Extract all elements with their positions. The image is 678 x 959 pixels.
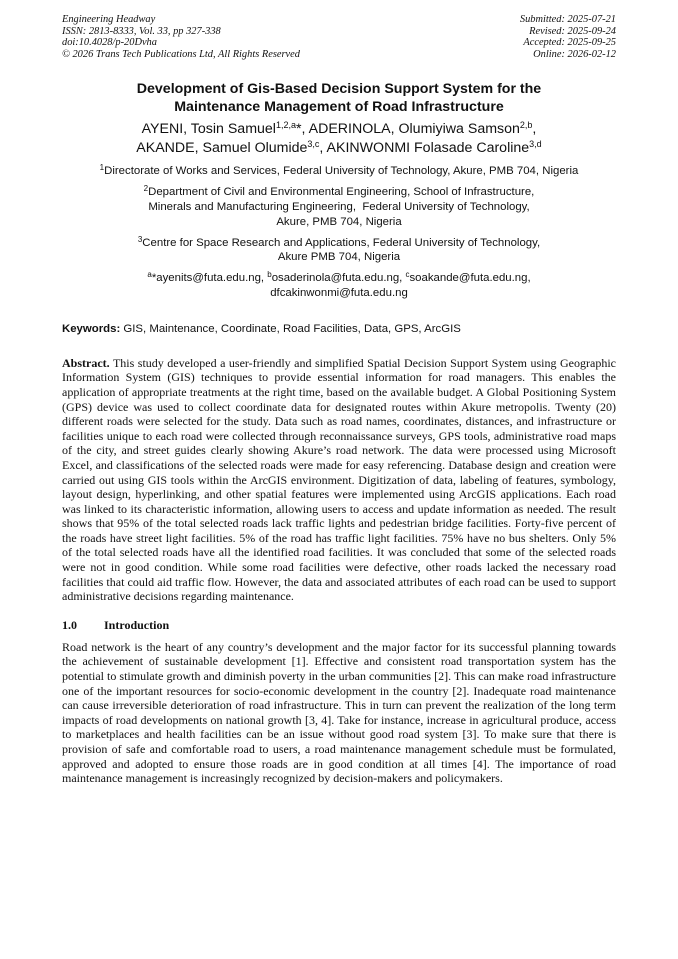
title-line-1: Development of Gis-Based Decision Support System for the [136,81,542,98]
author-list [62,120,616,158]
submitted-date: Submitted: 2025-07-21 [519,14,616,25]
section-title: Introduction [104,617,170,632]
author-affiliation-marker: 3,c [307,139,320,150]
email-marker: b [267,270,272,280]
author-affiliation-marker: 3,d [529,139,542,150]
email-marker: a [147,270,152,280]
affiliation-text: Minerals and Manufacturing Engineering, Federal University of Technology, [148,200,530,213]
corresponding-author-mark: *, [295,121,309,138]
affiliation-text: Akure, PMB 704, Nigeria [276,215,402,228]
author-name: AKINWONMI Folasade Caroline [326,140,530,157]
abstract-label: Abstract. [62,355,110,370]
publication-dates [520,14,616,60]
journal-name: Engineering Headway [62,14,156,25]
keywords-label: Keywords: [62,322,121,335]
email-marker: c [405,270,410,280]
revised-date: Revised: 2025-09-24 [529,25,616,37]
author-name: ADERINOLA, Olumiyiwa Samson [308,121,520,138]
affiliation-text: Department of Civil and Environmental Engineering, School of Infrastructure, [148,186,535,199]
keywords-text: GIS, Maintenance, Coordinate, Road Facilities, Data, GPS, ArcGIS [120,322,461,335]
affiliation-text: Akure PMB 704, Nigeria [277,251,401,264]
author-line-2 [62,139,616,158]
author-affiliation-marker: 1,2,a [275,120,296,131]
paper-page [62,14,616,786]
affiliation-marker: 3 [137,234,143,244]
affiliation-3 [62,236,616,266]
introduction-paragraph: Road network is the heart of any country’s development and the major factor for its successful planning towards the achievement of sustainable development [1]. Effective and consistent road transportation system has the potential to stimulate growth and diminish poverty in the urban communities [2]. This can make road infrastructure one of the important resources for socio-economic development in the country [2]. Inadequate road maintenance can cause irreversible deterioration of road infrastructure. This in turn can prevent the realization of the long term impacts of road developments on national growth [3, 4]. Take for instance, increase in agricultural produce, access to marketplaces and health facilities can be an issue without good road system [3]. To make sure that there is provision of safe and comfortable road to users, a road maintenance management schedule must be formulated, approved and adopted to ensure those roads are in good condition at all times [4]. The importance of road maintenance management is increasingly recognized by decision-makers and policymakers. [62,639,616,786]
abstract-text: This study developed a user-friendly and simplified Spatial Decision Support System using Geographic Information System (GIS) techniques to provide essential information for road managers. This enables the application of appropriate treatments at the right time, based on the available budget. A Global Positioning System (GPS) device was used to collect coordinate data for designated routes within Akure metropolis. Twenty (20) different roads were selected for the study. Data such as road names, coordinates, distances, and infrastructure or facilities unique to each road were collected through reconnaissance surveys, GPS tools, administrative road maps of the city, and street guides clearly showing Akure’s road network. The data were processed using Microsoft Excel, and classifications of the selected roads were made for easy referencing. Database design and creation were carried out using GIS tools within the ArcGIS environment. Digitization of data, labeling of features, symbology, layout design, hyperlinking, and other spatial features were implemented using ArcGIS applications. Each road was linked to its characteristic information, allowing users to access and update information as needed. The result shows that 95% of the total selected roads lack traffic lights and pedestrian bridge facilities. Forty-five percent of the roads have street light facilities. 5% of the road has traffic light facilities. 75% have no bus shelters. Only 5% of the total selected roads have all the identified road facilities. It was concluded that some of the selected roads were not in good condition. While some road facilities were defective, other roads lacked the necessary road facilities that could aid traffic flow. However, the data and associated attributes of each road can be used to support administrative decisions regarding maintenance. [62,355,616,604]
title-line-2: Maintenance Management of Road Infrastructure [174,99,504,116]
email-link[interactable]: *ayenits@futa.edu.ng, [151,272,268,285]
author-affiliation-marker: 2,b [519,120,533,131]
online-date: Online: 2026-02-12 [533,48,616,60]
affiliation-marker: 2 [143,184,149,194]
copyright-line: © 2026 Trans Tech Publications Ltd, All Rights Reserved [62,48,300,60]
author-name: AKANDE, Samuel Olumide [136,140,308,157]
affiliation-marker: 1 [99,163,105,173]
journal-info [62,14,300,60]
journal-header [62,14,616,60]
affiliation-text: Directorate of Works and Services, Federal University of Technology, Akure, PMB 704, Nigeria [104,165,579,178]
email-link[interactable]: osaderinola@futa.edu.ng, [271,272,406,285]
paper-title [62,80,616,116]
section-number: 1.0 [62,617,77,632]
email-link[interactable]: dfcakinwonmi@futa.edu.ng [270,286,408,299]
abstract-section [62,356,616,604]
author-name: AYENI, Tosin Samuel [141,121,276,138]
introduction-heading [62,618,616,632]
affiliation-2 [62,185,616,229]
keywords-section [62,322,616,336]
affiliation-text: Centre for Space Research and Applications, Federal University of Technology, [142,236,541,249]
issn-line: ISSN: 2813-8333, Vol. 33, pp 327-338 [62,25,221,37]
author-emails [62,271,616,301]
doi-line: doi:10.4028/p-20Dvha [62,37,157,49]
accepted-date: Accepted: 2025-09-25 [523,37,616,49]
author-separator: , [532,121,537,138]
author-separator: , [319,140,327,157]
email-link[interactable]: soakande@futa.edu.ng, [409,272,531,285]
affiliation-1 [62,164,616,179]
author-line-1 [62,120,616,139]
